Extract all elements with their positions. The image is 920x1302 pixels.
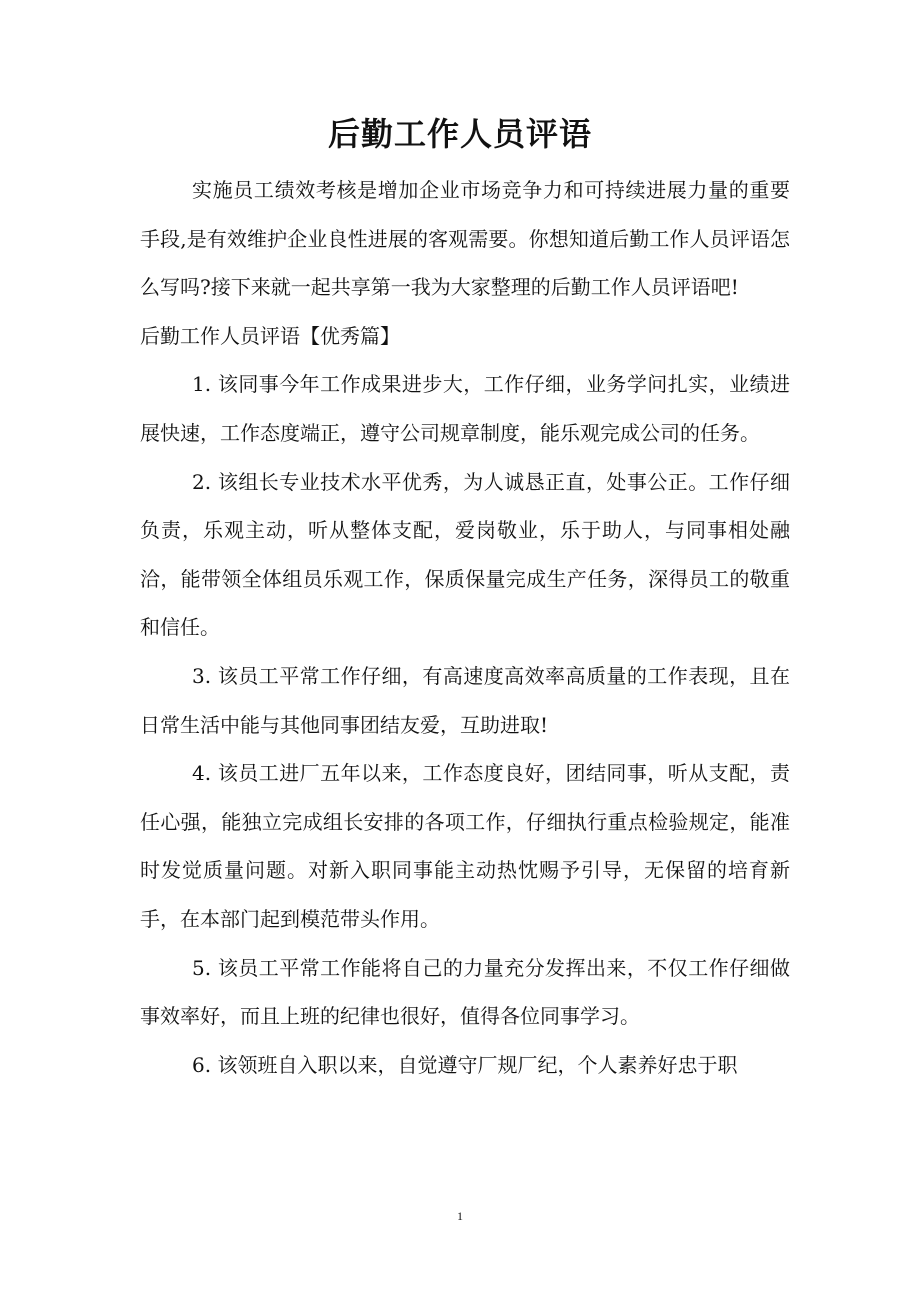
- review-item-6: 6. 该领班自入职以来，自觉遵守厂规厂纪，个人素养好忠于职: [192, 1052, 738, 1077]
- document-title: 后勤工作人员评语: [327, 115, 592, 153]
- document-body: [140, 166, 790, 1089]
- review-item-5: 5. 该员工平常工作能将自己的力量充分发挥出来，不仅工作仔细做事效率好，而且上班的纪律也很好，值得各位同事学习。: [140, 955, 790, 1029]
- page-number: 1: [457, 1209, 463, 1223]
- section-heading: 后勤工作人员评语【优秀篇】: [140, 323, 400, 348]
- intro-paragraph: 实施员工绩效考核是增加企业市场竞争力和可持续进展力量的重要手段,是有效维护企业良性进展的客观需要。你想知道后勤工作人员评语怎么写吗?接下来就一起共享第一我为大家整理的后勤工作人员评语吧!: [140, 178, 790, 300]
- review-item-2: 2. 该组长专业技术水平优秀，为人诚恳正直，处事公正。工作仔细负责，乐观主动，听从整体支配，爱岗敬业，乐于助人，与同事相处融洽，能带领全体组员乐观工作，保质保量完成生产任务，深得员工的敬重和信任。: [140, 469, 790, 640]
- review-item-4: 4. 该员工进厂五年以来，工作态度良好，团结同事，听从支配，责任心强，能独立完成组长安排的各项工作，仔细执行重点检验规定，能准时发觉质量问题。对新入职同事能主动热忱赐予引导，无保留的培育新手，在本部门起到模范带头作用。: [140, 761, 790, 931]
- review-item-3: 3. 该员工平常工作仔细，有高速度高效率高质量的工作表现，且在日常生活中能与其他同事团结友爱，互助进取!: [140, 663, 790, 737]
- review-item-1: 1. 该同事今年工作成果进步大，工作仔细，业务学问扎实，业绩进展快速，工作态度端正，遵守公司规章制度，能乐观完成公司的任务。: [140, 372, 790, 445]
